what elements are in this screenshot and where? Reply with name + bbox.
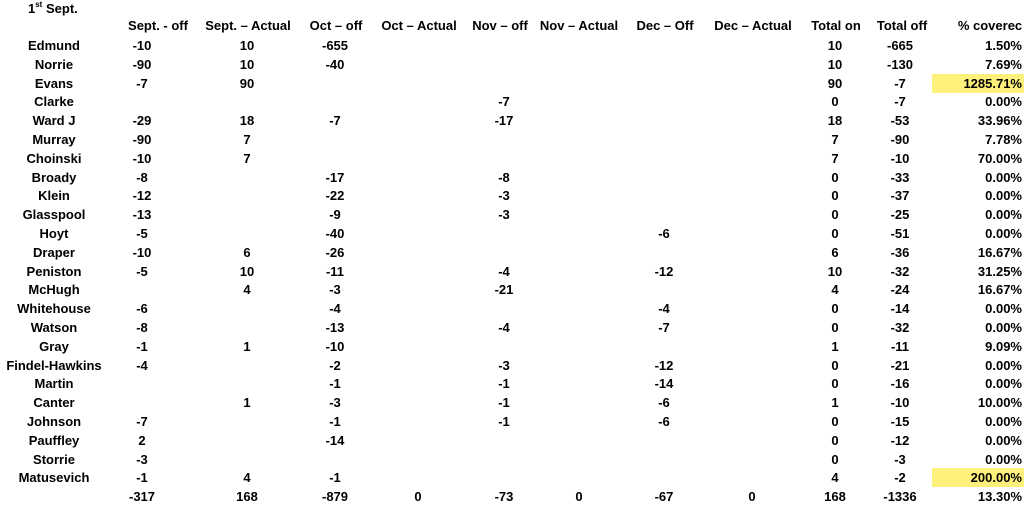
value-cell: -8	[136, 320, 148, 335]
value-cell: -90	[132, 132, 152, 147]
value-cell: -13	[325, 320, 345, 335]
value-cell: -17	[494, 113, 514, 129]
value-cell: 7	[831, 132, 839, 147]
percent-covered-cell: 16.67%	[977, 282, 1022, 298]
table-row	[0, 356, 1024, 375]
value-cell: -3	[329, 395, 341, 411]
value-cell: -1	[329, 414, 341, 429]
column-header: % coverec	[957, 18, 1023, 33]
value-cell: 0	[831, 188, 839, 204]
table-row	[0, 149, 1024, 168]
percent-covered-cell: 0.00%	[985, 169, 1022, 185]
percent-covered-cell: 9.09%	[985, 338, 1022, 354]
value-cell: -51	[890, 226, 910, 241]
value-cell: 168	[824, 489, 846, 505]
person-name-cell: Choinski	[26, 150, 82, 166]
header-row	[0, 16, 1024, 35]
person-name-cell: Watson	[30, 320, 78, 335]
table-row	[0, 337, 1024, 356]
value-cell: -1	[498, 395, 510, 411]
value-cell: 90	[827, 75, 843, 91]
person-name-cell: Murray	[32, 132, 76, 147]
value-cell: -7	[658, 320, 670, 335]
value-cell: 4	[243, 470, 251, 486]
value-cell: 6	[831, 244, 839, 260]
value-cell: 0	[748, 489, 756, 505]
column-header: Nov – off	[472, 18, 528, 33]
value-cell: 1	[243, 395, 251, 411]
percent-covered-cell: 7.78%	[985, 132, 1022, 147]
percent-covered-cell: 13.30%	[977, 489, 1022, 505]
person-name-cell: Evans	[34, 75, 74, 91]
person-name-cell: McHugh	[28, 282, 80, 298]
value-cell: 6	[243, 244, 251, 260]
table-row	[0, 111, 1024, 130]
value-cell: -3	[498, 207, 510, 223]
percent-covered-cell: 0.00%	[985, 207, 1022, 223]
value-cell: -37	[890, 188, 910, 204]
value-cell: -11	[890, 338, 910, 354]
value-cell: -4	[658, 301, 670, 317]
value-cell: -40	[325, 226, 345, 241]
value-cell: -10	[132, 244, 152, 260]
value-cell: -1	[329, 470, 341, 486]
percent-covered-cell: 0.00%	[985, 320, 1022, 335]
column-header: Sept. - off	[128, 18, 188, 33]
value-cell: -13	[132, 207, 152, 223]
table-row	[0, 280, 1024, 299]
table-row	[0, 186, 1024, 205]
table-row	[0, 393, 1024, 412]
value-cell: 7	[243, 132, 251, 147]
value-cell: -7	[894, 75, 906, 91]
value-cell: -12	[890, 432, 910, 448]
value-cell: 0	[831, 432, 839, 448]
value-cell: 7	[243, 150, 251, 166]
totals-row	[0, 487, 1024, 506]
value-cell: -32	[890, 263, 910, 279]
value-cell: -1	[329, 376, 341, 392]
value-cell: 0	[575, 489, 583, 505]
value-cell: 168	[236, 489, 258, 505]
column-header: Oct – Actual	[381, 18, 457, 33]
percent-covered-cell: 7.69%	[985, 56, 1022, 72]
sheet-title: 1st Sept.	[28, 0, 78, 16]
percent-covered-cell: 0.00%	[985, 451, 1022, 467]
value-cell: -6	[136, 301, 148, 317]
value-cell: 90	[239, 75, 255, 91]
table-row	[0, 168, 1024, 187]
value-cell: 0	[831, 207, 839, 223]
value-cell: -32	[890, 320, 910, 335]
person-name-cell: Storrie	[33, 451, 75, 467]
person-name-cell: Canter	[33, 395, 75, 411]
value-cell: 0	[831, 169, 839, 185]
value-cell: 7	[831, 150, 839, 166]
value-cell: 0	[831, 376, 839, 392]
percent-covered-cell: 0.00%	[985, 432, 1022, 448]
value-cell: -1	[136, 338, 148, 354]
value-cell: -12	[654, 357, 674, 373]
person-name-cell: Glasspool	[22, 207, 86, 223]
percent-covered-cell: 0.00%	[985, 94, 1022, 110]
person-name-cell: Johnson	[26, 414, 82, 429]
value-cell: 4	[831, 470, 839, 486]
percent-covered-cell: 33.96%	[977, 113, 1022, 129]
table-row	[0, 468, 1024, 487]
value-cell: -879	[321, 489, 349, 505]
percent-covered-cell: 0.00%	[985, 301, 1022, 317]
person-name-cell: Matusevich	[18, 470, 90, 486]
table-row	[0, 74, 1024, 93]
value-cell: 2	[138, 432, 146, 448]
value-cell: -3	[894, 451, 906, 467]
value-cell: 1	[831, 338, 839, 354]
percent-covered-cell: 1.50%	[985, 38, 1022, 53]
value-cell: -14	[654, 376, 674, 392]
table-row	[0, 243, 1024, 262]
value-cell: -655	[321, 38, 349, 53]
value-cell: 0	[831, 226, 839, 241]
table-row	[0, 450, 1024, 469]
value-cell: -10	[890, 395, 910, 411]
person-name-cell: Edmund	[28, 38, 80, 53]
value-cell: -1	[498, 414, 510, 429]
value-cell: -12	[654, 263, 674, 279]
value-cell: 0	[831, 357, 839, 373]
value-cell: -6	[658, 414, 670, 429]
percent-covered-cell: 0.00%	[985, 357, 1022, 373]
table-row	[0, 55, 1024, 74]
column-header: Dec – Actual	[714, 18, 792, 33]
percent-covered-cell: 16.67%	[977, 244, 1022, 260]
value-cell: -36	[890, 244, 910, 260]
value-cell: -11	[325, 263, 345, 279]
value-cell: -12	[132, 188, 152, 204]
person-name-cell: Ward J	[32, 113, 76, 129]
value-cell: -10	[132, 38, 152, 53]
person-name-cell: Broady	[31, 169, 77, 185]
value-cell: -8	[136, 169, 148, 185]
value-cell: -16	[890, 376, 910, 392]
value-cell: -130	[886, 56, 914, 72]
value-cell: 0	[831, 320, 839, 335]
person-name-cell: Martin	[34, 376, 74, 392]
table-row	[0, 431, 1024, 450]
value-cell: -22	[325, 188, 345, 204]
value-cell: -1336	[883, 489, 917, 505]
value-cell: -665	[886, 38, 914, 53]
value-cell: -3	[498, 357, 510, 373]
person-name-cell: Pauffley	[28, 432, 80, 448]
value-cell: -2	[894, 470, 906, 486]
percent-covered-cell: 10.00%	[977, 395, 1022, 411]
person-name-cell: Peniston	[26, 263, 82, 279]
value-cell: -10	[890, 150, 910, 166]
value-cell: 0	[414, 489, 422, 505]
value-cell: -10	[132, 150, 152, 166]
value-cell: -4	[498, 320, 510, 335]
value-cell: -40	[325, 56, 345, 72]
person-name-cell: Clarke	[34, 94, 74, 110]
column-header: Nov – Actual	[539, 18, 619, 33]
value-cell: -17	[325, 169, 345, 185]
value-cell: -3	[498, 188, 510, 204]
value-cell: -317	[128, 489, 156, 505]
table-row	[0, 224, 1024, 243]
person-name-cell: Hoyt	[39, 226, 69, 241]
table-row	[0, 130, 1024, 149]
person-name-cell: Norrie	[34, 56, 74, 72]
value-cell: 10	[827, 263, 843, 279]
person-name-cell: Draper	[33, 244, 75, 260]
value-cell: -90	[132, 56, 152, 72]
value-cell: -7	[329, 113, 341, 129]
value-cell: -1	[136, 470, 148, 486]
percent-covered-cell: 200.00%	[932, 468, 1024, 487]
value-cell: -14	[325, 432, 345, 448]
value-cell: -67	[654, 489, 674, 505]
value-cell: -73	[494, 489, 514, 505]
value-cell: -5	[136, 263, 148, 279]
value-cell: -10	[325, 338, 345, 354]
table-row	[0, 299, 1024, 318]
value-cell: -7	[136, 75, 148, 91]
percent-covered-cell: 0.00%	[985, 188, 1022, 204]
value-cell: -3	[136, 451, 148, 467]
value-cell: -6	[658, 395, 670, 411]
percent-covered-cell: 1285.71%	[932, 74, 1024, 93]
value-cell: -7	[894, 94, 906, 110]
percent-covered-cell: 0.00%	[985, 376, 1022, 392]
value-cell: 10	[239, 263, 255, 279]
value-cell: -5	[136, 226, 148, 241]
column-header: Sept. – Actual	[205, 18, 291, 33]
value-cell: -24	[890, 282, 910, 298]
value-cell: -9	[329, 207, 341, 223]
value-cell: 4	[831, 282, 839, 298]
column-header: Oct – off	[309, 18, 363, 33]
value-cell: 10	[827, 38, 843, 53]
value-cell: -4	[329, 301, 341, 317]
value-cell: -7	[498, 94, 510, 110]
percent-covered-cell: 0.00%	[985, 414, 1022, 429]
value-cell: 10	[827, 56, 843, 72]
table-row	[0, 374, 1024, 393]
value-cell: -6	[658, 226, 670, 241]
table-row	[0, 318, 1024, 337]
column-header: Total off	[876, 18, 928, 33]
value-cell: 18	[239, 113, 255, 129]
table-row	[0, 36, 1024, 55]
percent-covered-cell: 0.00%	[985, 226, 1022, 241]
value-cell: -21	[890, 357, 910, 373]
value-cell: 0	[831, 301, 839, 317]
table-row	[0, 92, 1024, 111]
table-row	[0, 262, 1024, 281]
value-cell: -7	[136, 414, 148, 429]
percent-covered-cell: 70.00%	[977, 150, 1022, 166]
value-cell: 10	[239, 56, 255, 72]
person-name-cell: Klein	[38, 188, 70, 204]
value-cell: -25	[890, 207, 910, 223]
percent-covered-cell: 31.25%	[977, 263, 1022, 279]
value-cell: 0	[831, 451, 839, 467]
value-cell: -90	[890, 132, 910, 147]
value-cell: 18	[827, 113, 843, 129]
value-cell: -26	[325, 244, 345, 260]
value-cell: 1	[831, 395, 839, 411]
value-cell: 4	[243, 282, 251, 298]
value-cell: -29	[132, 113, 152, 129]
value-cell: -2	[329, 357, 341, 373]
value-cell: -15	[890, 414, 910, 429]
column-header: Total on	[811, 18, 861, 33]
person-name-cell: Whitehouse	[17, 301, 91, 317]
value-cell: -3	[329, 282, 341, 298]
person-name-cell: Findel-Hawkins	[6, 357, 102, 373]
value-cell: -4	[498, 263, 510, 279]
person-name-cell: Gray	[39, 338, 69, 354]
value-cell: -14	[890, 301, 910, 317]
value-cell: -53	[890, 113, 910, 129]
value-cell: -21	[494, 282, 514, 298]
value-cell: 0	[831, 94, 839, 110]
value-cell: -4	[136, 357, 148, 373]
table-row	[0, 412, 1024, 431]
value-cell: -33	[890, 169, 910, 185]
table-row	[0, 205, 1024, 224]
value-cell: -1	[498, 376, 510, 392]
value-cell: 0	[831, 414, 839, 429]
value-cell: 1	[243, 338, 251, 354]
value-cell: -8	[498, 169, 510, 185]
value-cell: 10	[239, 38, 255, 53]
column-header: Dec – Off	[636, 18, 694, 33]
